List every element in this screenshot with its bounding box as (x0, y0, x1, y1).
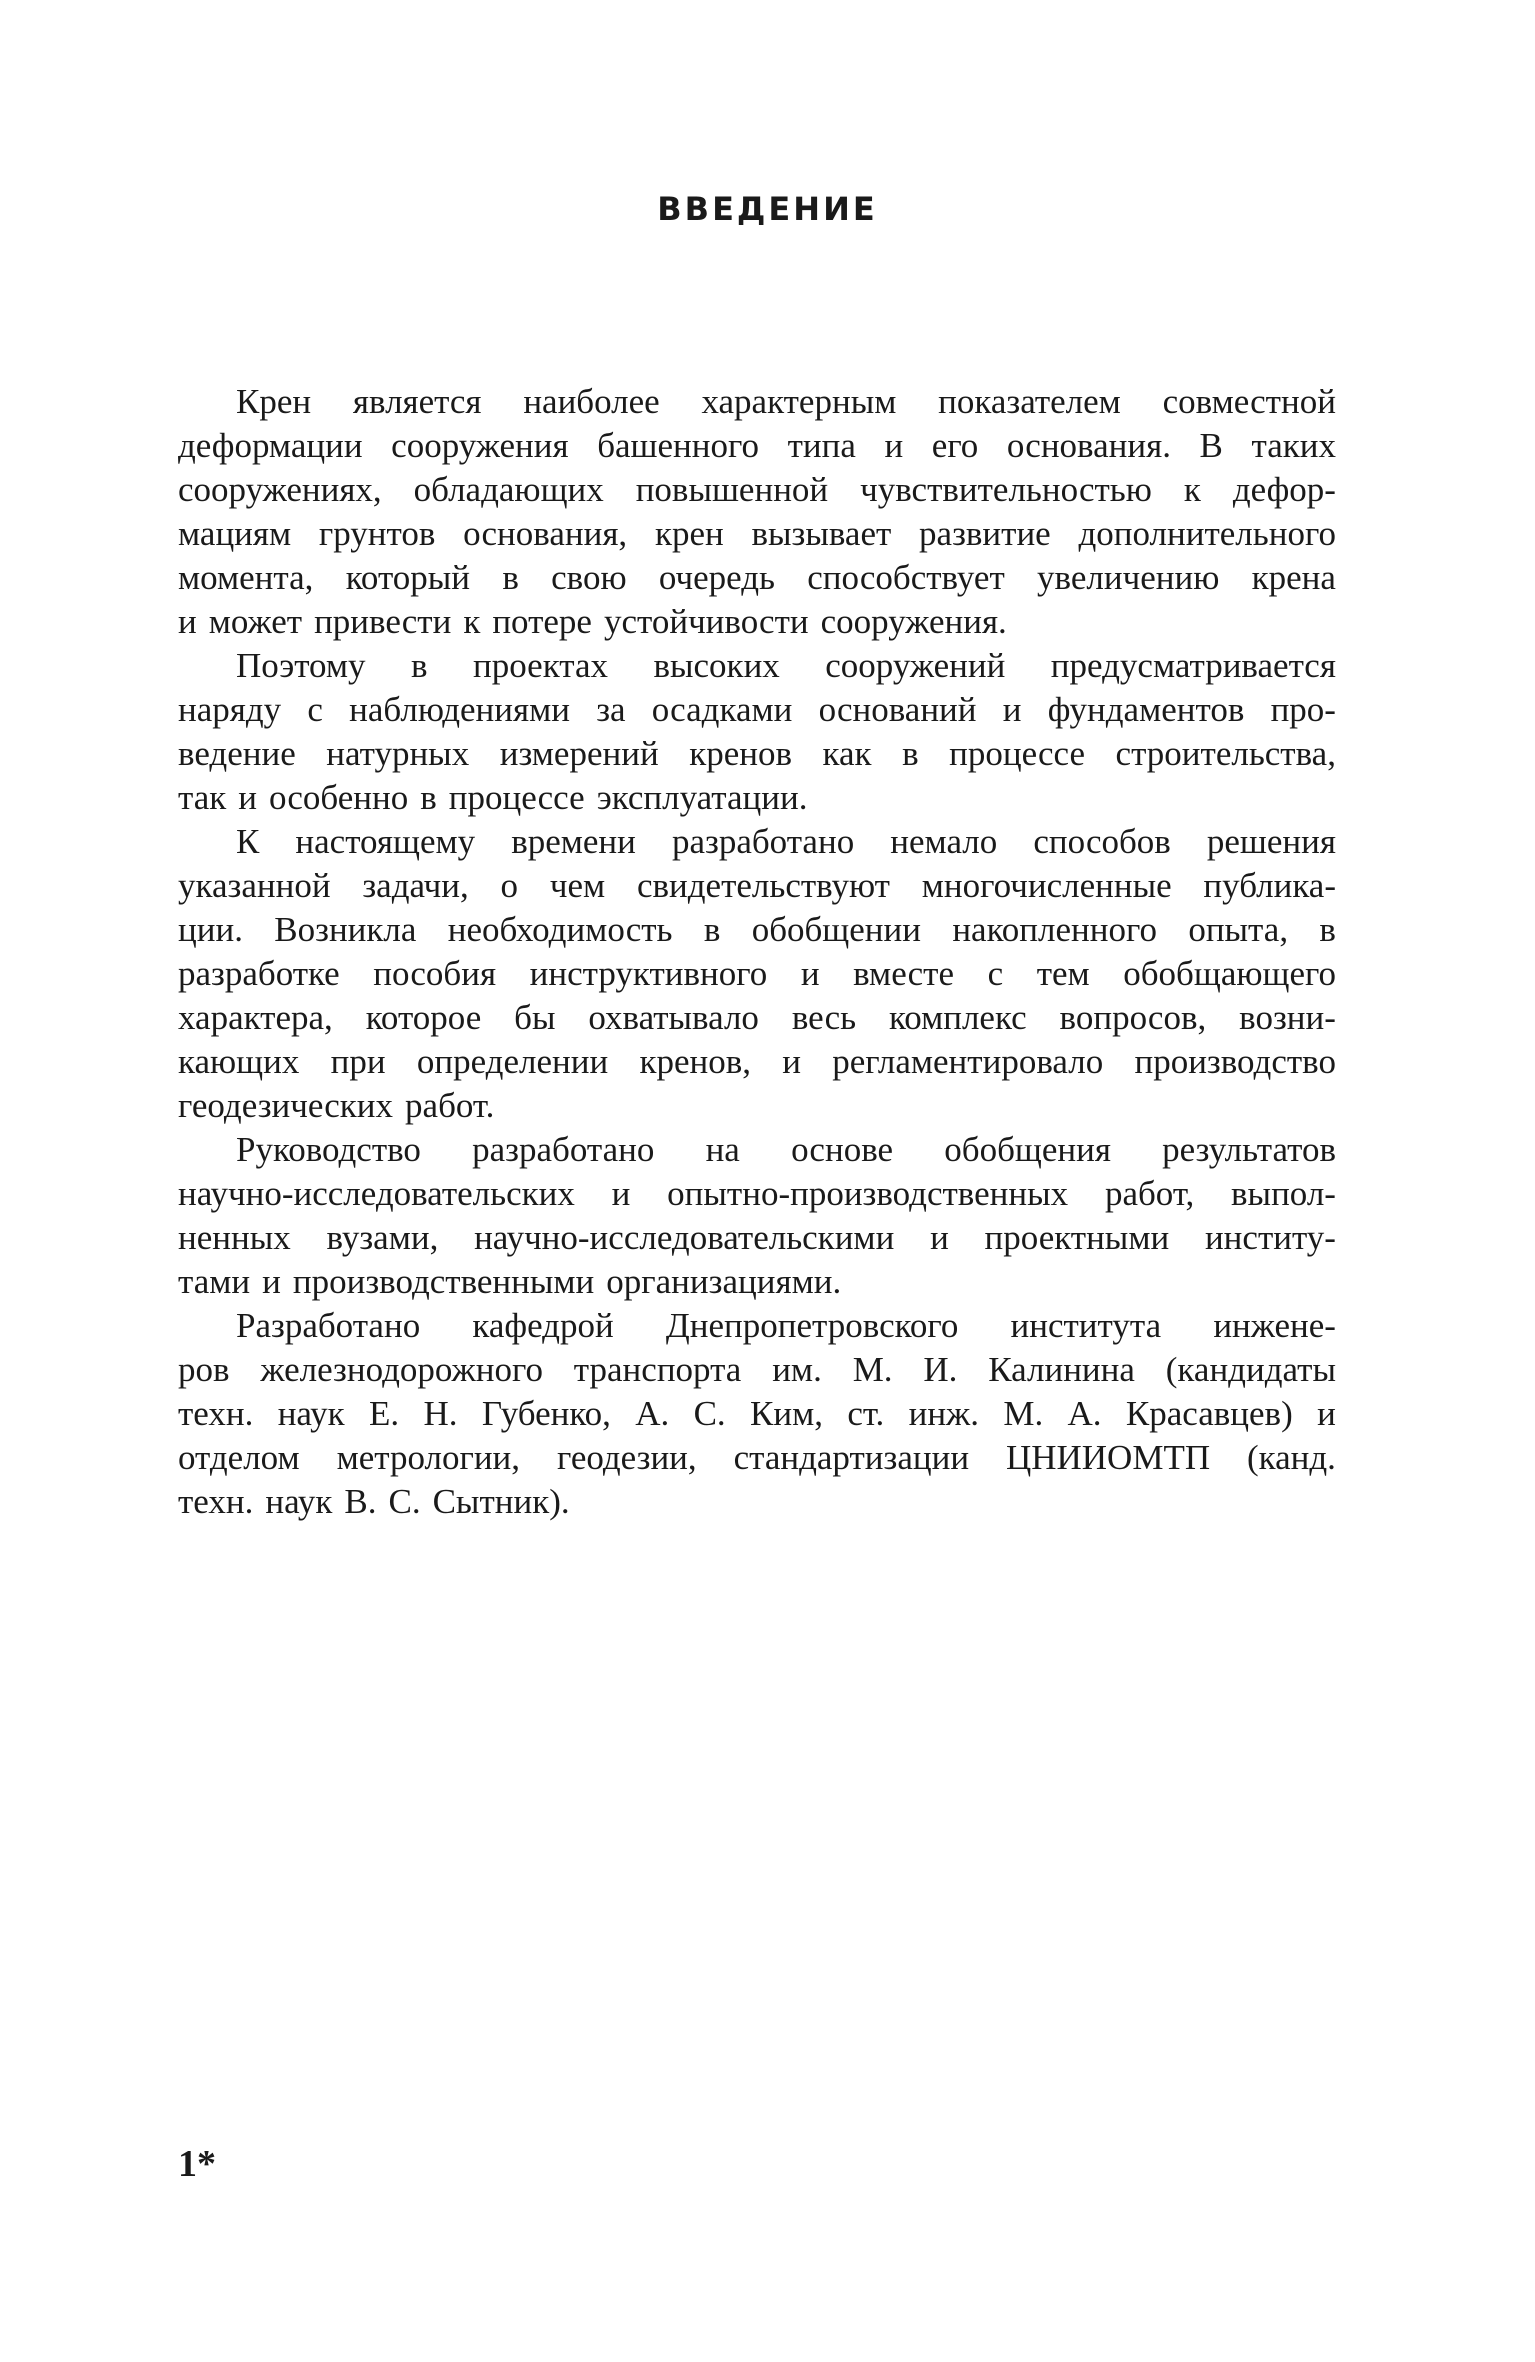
paragraph-line: ров железнодорожного транспорта им. М. И. Калинина (кандидаты (178, 1350, 1336, 1389)
paragraph-line: отделом метрологии, геодезии, стандартизации ЦНИИОМТП (канд. (178, 1438, 1336, 1477)
paragraph-line: указанной задачи, о чем свидетельствуют многочисленные публика- (178, 866, 1336, 905)
paragraph-line: мациям грунтов основания, крен вызывает развитие дополнительного (178, 514, 1336, 553)
body-text (178, 380, 1336, 1524)
paragraph-line: сооружениях, обладающих повышенной чувствительностью к дефор- (178, 470, 1336, 509)
paragraph-line: Поэтому в проектах высоких сооружений предусматривается (236, 646, 1336, 685)
paragraph-line: момента, который в свою очередь способствует увеличению крена (178, 558, 1336, 597)
paragraph-line: Руководство разработано на основе обобщения результатов (236, 1130, 1336, 1169)
paragraph-line: так и особенно в процессе эксплуатации. (178, 778, 808, 817)
paragraph-line: разработке пособия инструктивного и вместе с тем обобщающего (178, 954, 1336, 993)
paragraph-line: К настоящему времени разработано немало способов решения (236, 822, 1336, 861)
paragraph-line: техн. наук Е. Н. Губенко, А. С. Ким, ст. инж. М. А. Красавцев) и (178, 1394, 1336, 1433)
paragraph-line: характера, которое бы охватывало весь комплекс вопросов, возни- (178, 998, 1336, 1037)
paragraph-line: геодезических работ. (178, 1086, 495, 1125)
paragraph-line: ненных вузами, научно-исследовательскими и проектными институ- (178, 1218, 1336, 1257)
paragraph-line: Крен является наиболее характерным показателем совместной (236, 382, 1336, 421)
paragraph-line: ции. Возникла необходимость в обобщении накопленного опыта, в (178, 910, 1336, 949)
paragraph-line: техн. наук В. С. Сытник). (178, 1482, 570, 1521)
paragraph-line: деформации сооружения башенного типа и его основания. В таких (178, 426, 1336, 465)
page-number: 1* (178, 2143, 216, 2185)
paragraph-line: ведение натурных измерений кренов как в процессе строительства, (178, 734, 1336, 773)
paragraph-line: и может привести к потере устойчивости сооружения. (178, 602, 1007, 641)
page-title: ВВЕДЕНИЕ (657, 190, 878, 228)
paragraph-line: Разработано кафедрой Днепропетровского института инжене- (236, 1306, 1336, 1345)
paragraph-line: кающих при определении кренов, и регламентировало производство (178, 1042, 1336, 1081)
paragraph-line: наряду с наблюдениями за осадками оснований и фундаментов про- (178, 690, 1336, 729)
paragraph-line: научно-исследовательских и опытно-производственных работ, выпол- (178, 1174, 1336, 1213)
paragraph-line: тами и производственными организациями. (178, 1262, 842, 1301)
